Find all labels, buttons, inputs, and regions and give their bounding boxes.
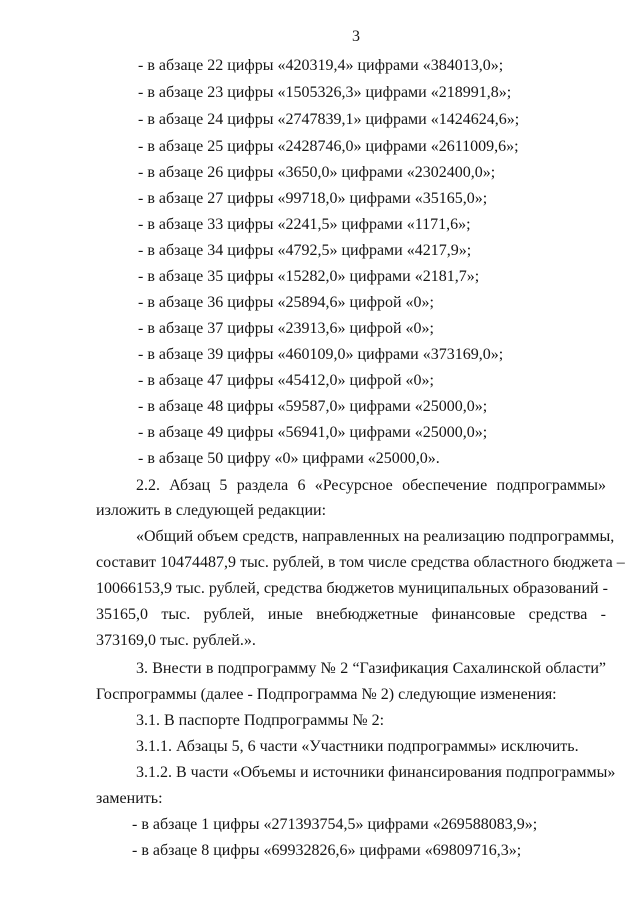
quote-line: составит 10474487,9 тыс. рублей, в том числе средства областного бюджета – — [96, 554, 625, 571]
list-item: - в абзаце 35 цифры «15282,0» цифрами «2181,7»; — [138, 268, 480, 285]
list-item: - в абзаце 47 цифры «45412,0» цифрой «0»; — [138, 372, 434, 389]
list-item: - в абзаце 25 цифры «2428746,0» цифрами «2611009,6»; — [138, 138, 519, 155]
quote-line: 35165,0 тыс. рублей, иные внебюджетные финансовые средства - — [96, 606, 606, 623]
list-item: - в абзаце 50 цифру «0» цифрами «25000,0». — [138, 450, 440, 467]
list-item: - в абзаце 48 цифры «59587,0» цифрами «25000,0»; — [138, 398, 488, 415]
paragraph-3-1-1: 3.1.1. Абзацы 5, 6 части «Участники подпрограммы» исключить. — [136, 738, 579, 755]
list-item: - в абзаце 39 цифры «460109,0» цифрами «373169,0»; — [138, 346, 504, 363]
list-item: - в абзаце 36 цифры «25894,6» цифрой «0»; — [138, 294, 434, 311]
paragraph-line: 3. Внести в подпрограмму № 2 “Газификация Сахалинской области” — [136, 660, 606, 677]
list-item: - в абзаце 37 цифры «23913,6» цифрой «0»; — [138, 320, 434, 337]
list-item: - в абзаце 26 цифры «3650,0» цифрами «2302400,0»; — [138, 164, 496, 181]
quote-line: «Общий объем средств, направленных на реализацию подпрограммы, — [136, 528, 615, 545]
page-number: 3 — [352, 28, 360, 45]
list-item: - в абзаце 1 цифры «271393754,5» цифрами «269588083,9»; — [132, 816, 538, 833]
paragraph-line: Госпрограммы (далее - Подпрограмма № 2) следующие изменения: — [96, 686, 557, 703]
paragraph-line: изложить в следующей редакции: — [96, 502, 327, 519]
list-item: - в абзаце 22 цифры «420319,4» цифрами «384013,0»; — [138, 57, 504, 74]
paragraph-3-1: 3.1. В паспорте Подпрограммы № 2: — [136, 712, 385, 729]
paragraph-line: 2.2. Абзац 5 раздела 6 «Ресурсное обеспечение подпрограммы» — [136, 477, 606, 494]
list-item: - в абзаце 34 цифры «4792,5» цифрами «4217,9»; — [138, 242, 472, 259]
list-item: - в абзаце 33 цифры «2241,5» цифрами «1171,6»; — [138, 216, 471, 233]
list-item: - в абзаце 23 цифры «1505326,3» цифрами «218991,8»; — [138, 84, 512, 101]
paragraph-line: 3.1.2. В части «Объемы и источники финансирования подпрограммы» — [136, 764, 616, 781]
list-item: - в абзаце 8 цифры «69932826,6» цифрами «69809716,3»; — [132, 842, 522, 859]
quote-line: 10066153,9 тыс. рублей, средства бюджетов муниципальных образований - — [96, 580, 608, 597]
quote-line: 373169,0 тыс. рублей.». — [96, 632, 256, 649]
paragraph-line: заменить: — [96, 790, 163, 807]
list-item: - в абзаце 24 цифры «2747839,1» цифрами «1424624,6»; — [138, 111, 520, 128]
list-item: - в абзаце 49 цифры «56941,0» цифрами «25000,0»; — [138, 424, 488, 441]
list-item: - в абзаце 27 цифры «99718,0» цифрами «35165,0»; — [138, 190, 488, 207]
